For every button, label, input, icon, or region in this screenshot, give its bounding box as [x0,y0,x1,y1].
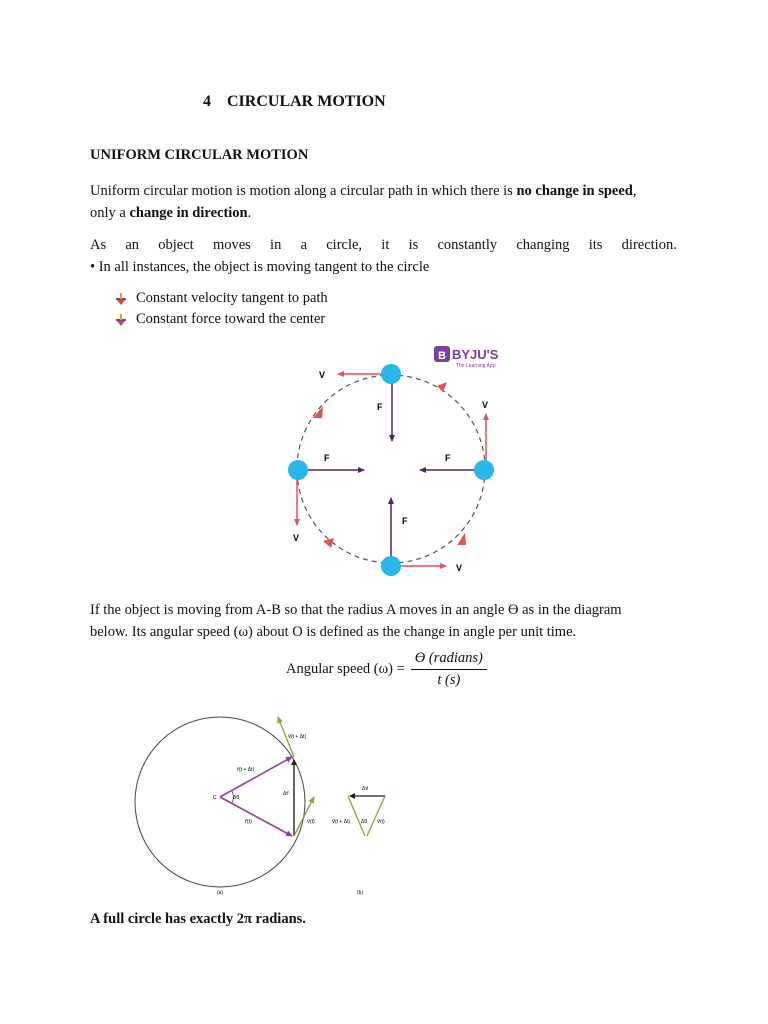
object-dot-bottom [381,556,401,576]
paragraph-definition [90,180,677,224]
bullet-list [114,288,328,330]
full-circle-statement: A full circle has exactly 2π radians. [90,911,306,927]
r-t-label: r⃗(t) [245,819,252,825]
force-label: F [445,453,451,463]
motion-circle [135,717,305,887]
angular-speed-formula [286,650,487,689]
force-label: F [402,516,408,526]
velocity-vector-t [294,797,314,836]
arrow-bullet-icon [114,292,128,306]
radius-vector-t-dt [220,757,292,797]
logo-subtitle: The Learning App [456,363,496,369]
center-label: C [213,795,217,801]
formula-numerator: ϴ (radians) [411,650,487,670]
angle-label-b: Δθ [361,819,368,825]
para2-word: it [381,237,390,253]
svg-text:B: B [438,350,446,362]
radius-vector-t [220,797,292,836]
para2-word: object [158,237,194,253]
formula-denominator: t (s) [437,672,461,688]
section-title-text: CIRCULAR MOTION [227,93,386,110]
para2-word: moves [212,237,251,253]
velocity-label: V [319,370,326,380]
subheading: UNIFORM CIRCULAR MOTION [90,147,309,163]
v-t-label: v⃗(t) [307,819,315,825]
triangle-side-left [348,796,368,836]
v-t-label-b: v⃗(t) [377,819,385,825]
para1-text-3: only a [90,205,130,221]
list-item [114,288,328,309]
para1-bold-speed: no change in speed [516,183,633,199]
paragraph-angular [90,599,677,643]
para2-word: in [270,237,282,253]
logo-text: BYJU'S [452,347,499,362]
para2-word: changing [516,237,570,253]
circular-motion-diagram [270,340,520,580]
para2-word: its [588,237,603,253]
bullet-text: Constant velocity tangent to path [136,290,328,306]
object-dot-right [474,460,494,480]
velocity-label: V [456,563,463,573]
para2-word: is [408,237,419,253]
force-label: F [377,402,383,412]
object-dot-left [288,460,308,480]
byjus-logo [434,346,499,369]
v-t-dt-label-b: v⃗(t + Δt) [332,819,351,825]
para2-line1 [90,234,677,256]
velocity-label: V [482,400,489,410]
v-t-dt-label: v⃗(t + Δt) [288,734,307,740]
caption-a: (a) [217,890,224,896]
paragraph-direction [90,234,677,278]
arrow-bullet-icon [114,313,128,327]
para2-line2: • In all instances, the object is moving tangent to the circle [90,259,430,275]
bullet-text: Constant force toward the center [136,311,326,327]
object-dot-top [381,364,401,384]
para2-word: constantly [437,237,498,253]
triangle-side-right [367,796,385,836]
delta-v-label: Δv⃗ [362,786,369,792]
para2-word: direction. [621,237,677,253]
para2-word: circle, [326,237,363,253]
para2-word: a [300,237,307,253]
section-number: 4 [203,93,211,110]
list-item [114,309,328,330]
para1-text-1: Uniform circular motion is motion along a circular path in which there is [90,183,517,199]
circle-direction-arrow [323,538,334,548]
para3-line2: below. Its angular speed (ω) about O is defined as the change in angle per unit time. [90,624,577,640]
para1-bold-direction: change in direction [129,205,248,221]
circle-direction-arrow [313,406,323,418]
para2-word: an [125,237,140,253]
para2-word: As [90,237,107,253]
force-label: F [324,453,330,463]
para1-text-4: . [247,205,252,221]
para3-line1: If the object is moving from A-B so that the radius A moves in an angle ϴ as in the diagram [90,602,622,618]
velocity-vector-diagram [130,705,400,900]
formula-fraction [411,650,487,689]
angle-label: Δθ [233,795,240,801]
caption-b: (b) [357,890,364,896]
para1-text-2: , [632,183,637,199]
velocity-label: V [293,533,300,543]
r-t-dt-label: r⃗(t + Δt) [237,767,255,773]
formula-lhs: Angular speed (ω) = [286,661,405,677]
delta-r-label: Δr⃗ [283,791,289,797]
circle-direction-arrow [437,382,447,392]
